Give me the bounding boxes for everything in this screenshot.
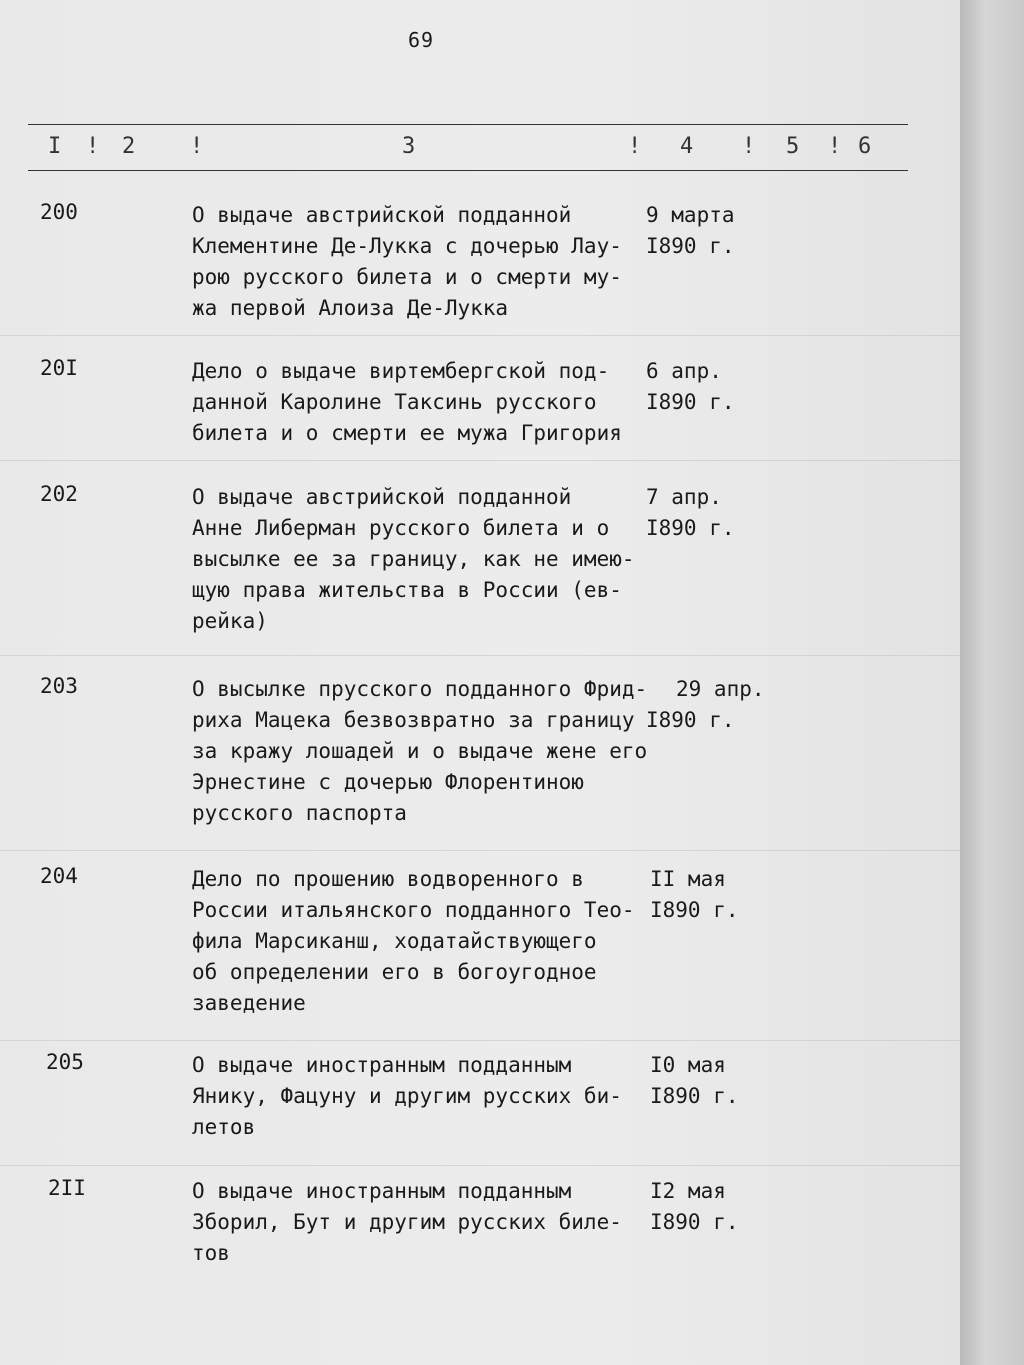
entry-title-line: тов bbox=[192, 1241, 230, 1265]
entry-date bbox=[650, 864, 739, 926]
entry-title-line: Дело по прошению водворенного в bbox=[192, 867, 584, 891]
entry-date bbox=[646, 674, 765, 736]
show-through-line bbox=[0, 1040, 960, 1041]
entry-title bbox=[192, 482, 652, 637]
entry-title-line: России итальянского подданного Тео- bbox=[192, 898, 635, 922]
entry-title bbox=[192, 1050, 652, 1143]
column-separator: ! bbox=[86, 134, 100, 159]
entry-title-line: об определении его в богоугодное bbox=[192, 960, 597, 984]
entry-number: 202 bbox=[40, 482, 78, 506]
entry-title bbox=[192, 356, 652, 449]
page-number: 69 bbox=[408, 28, 435, 52]
entry-date-line: I890 г. bbox=[650, 1084, 739, 1108]
column-header-2: 2 bbox=[122, 134, 136, 159]
entry-title-line: билета и о смерти ее мужа Григория bbox=[192, 421, 622, 445]
entry-number: 200 bbox=[40, 200, 78, 224]
entry-title-line: данной Каролине Таксинь русского bbox=[192, 390, 597, 414]
show-through-line bbox=[0, 1165, 960, 1166]
entry-date-line: II мая bbox=[650, 867, 726, 891]
entry-title-line: Зборил, Бут и другим русских биле- bbox=[192, 1210, 622, 1234]
entry-title bbox=[192, 1176, 652, 1269]
entry-title-line: Дело о выдаче виртембергской под- bbox=[192, 359, 610, 383]
entry-title-line: рою русского билета и о смерти му- bbox=[192, 265, 622, 289]
column-separator: ! bbox=[628, 134, 642, 159]
entry-date-line: I2 мая bbox=[650, 1179, 726, 1203]
entry-title-line: Янику, Фацуну и другим русских би- bbox=[192, 1084, 622, 1108]
entry-title-line: щую права жительства в России (ев- bbox=[192, 578, 622, 602]
entry-title-line: Эрнестине с дочерью Флорентиною bbox=[192, 770, 584, 794]
column-header-3: 3 bbox=[402, 134, 416, 159]
entry-number: 204 bbox=[40, 864, 78, 888]
show-through-line bbox=[0, 655, 960, 656]
entry-title-line: жа первой Алоиза Де-Лукка bbox=[192, 296, 509, 320]
show-through-line bbox=[0, 460, 960, 461]
next-page-edge bbox=[960, 0, 1024, 1365]
entry-date-line: I890 г. bbox=[650, 898, 739, 922]
entry-number: 20I bbox=[40, 356, 78, 380]
entry-title-line: О выдаче иностранным подданным bbox=[192, 1053, 572, 1077]
column-separator: ! bbox=[828, 134, 842, 159]
header-rule-top bbox=[28, 124, 908, 125]
entry-date-line: 9 марта bbox=[646, 203, 735, 227]
entry-date-line: 7 апр. bbox=[646, 485, 722, 509]
show-through-line bbox=[0, 850, 960, 851]
column-separator: ! bbox=[742, 134, 756, 159]
entry-title-line: русского паспорта bbox=[192, 801, 407, 825]
entry-date-line: I890 г. bbox=[646, 234, 735, 258]
entry-date-line: 29 апр. bbox=[676, 677, 765, 701]
entry-title-line: летов bbox=[192, 1115, 256, 1139]
entry-title-line: О выдаче австрийской подданной bbox=[192, 203, 572, 227]
show-through-line bbox=[0, 335, 960, 336]
entry-title bbox=[192, 200, 652, 324]
entry-date bbox=[650, 1176, 739, 1238]
entry-title-line: фила Марсиканш, ходатайствующего bbox=[192, 929, 597, 953]
column-separator: ! bbox=[190, 134, 204, 159]
column-header-5: 5 bbox=[786, 134, 800, 159]
entry-title-line: Клементине Де-Лукка с дочерью Лау- bbox=[192, 234, 622, 258]
entry-title-line: Анне Либерман русского билета и о bbox=[192, 516, 610, 540]
entry-date-line: I890 г. bbox=[646, 390, 735, 414]
entry-title-line: О высылке прусского подданного Фрид- bbox=[192, 677, 648, 701]
entry-date bbox=[646, 356, 735, 418]
entry-number: 203 bbox=[40, 674, 78, 698]
entry-number: 2II bbox=[48, 1176, 86, 1200]
entry-title-line: заведение bbox=[192, 991, 306, 1015]
entry-title-line: высылке ее за границу, как не имею- bbox=[192, 547, 635, 571]
entry-title-line: О выдаче австрийской подданной bbox=[192, 485, 572, 509]
entry-date-line: I890 г. bbox=[650, 1210, 739, 1234]
entry-date-line: I890 г. bbox=[646, 708, 735, 732]
entry-date bbox=[646, 200, 735, 262]
header-rule-bottom bbox=[28, 170, 908, 171]
entry-number: 205 bbox=[46, 1050, 84, 1074]
column-header-4: 4 bbox=[680, 134, 694, 159]
entry-title-line: риха Мацека безвозвратно за границу bbox=[192, 708, 635, 732]
entry-date bbox=[650, 1050, 739, 1112]
entry-date-line: I890 г. bbox=[646, 516, 735, 540]
entry-title bbox=[192, 674, 652, 829]
entry-title-line: рейка) bbox=[192, 609, 268, 633]
entry-title bbox=[192, 864, 652, 1019]
entry-date-line: 6 апр. bbox=[646, 359, 722, 383]
entry-title-line: О выдаче иностранным подданным bbox=[192, 1179, 572, 1203]
entry-title-line: за кражу лошадей и о выдаче жене его bbox=[192, 739, 648, 763]
entry-date bbox=[646, 482, 735, 544]
entry-date-line: I0 мая bbox=[650, 1053, 726, 1077]
column-header-6: 6 bbox=[858, 134, 872, 159]
column-header-1: I bbox=[48, 134, 62, 159]
